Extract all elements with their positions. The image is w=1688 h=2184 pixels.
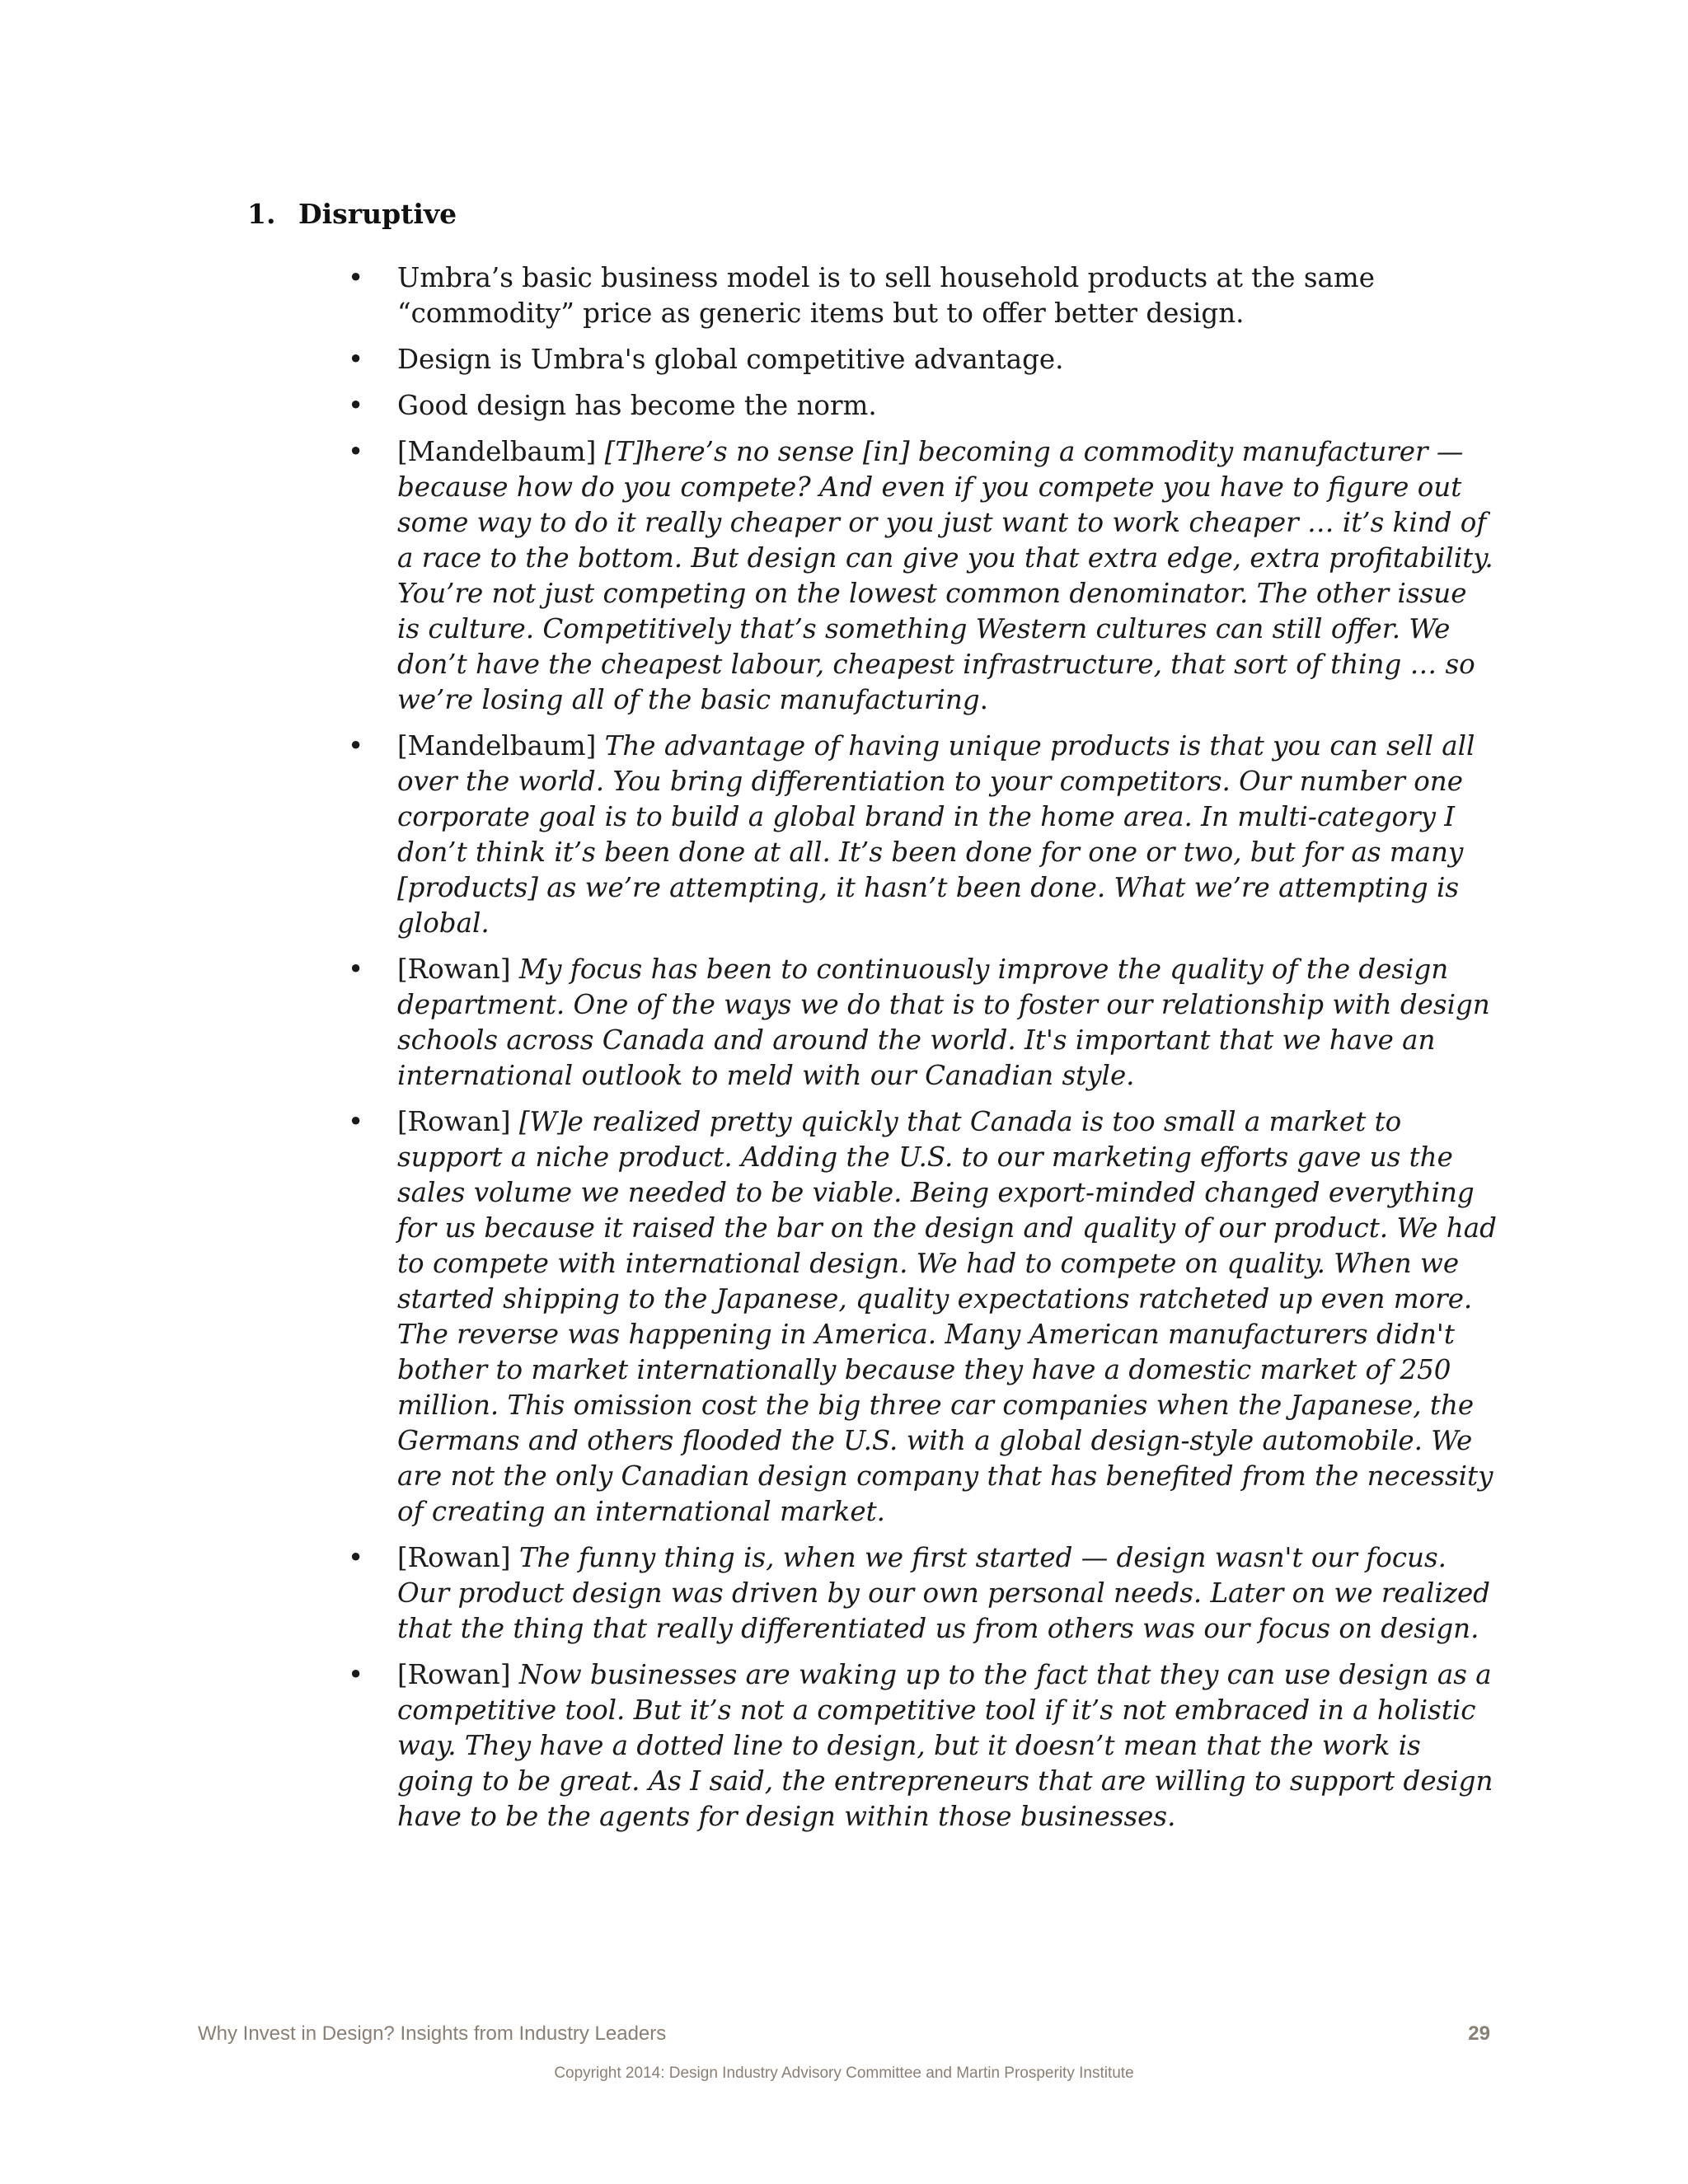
quote-text: Now businesses are waking up to the fact that they can use design as a competitive tool. But it’s not a competitive tool if it’s not embraced in a holistic way. They have a dotted line to design, but it doesn’t mean that the work is going to be great. As I said, the entrepreneurs that are willing to support design have to be the agents for design within those businesses. xyxy=(397,1659,1493,1832)
bullet-text: Umbra’s basic business model is to sell household products at the same “commodity” price as generic items but to offer better design. xyxy=(397,262,1375,329)
page-number: 29 xyxy=(1468,2022,1490,2045)
bullet-marker: • xyxy=(348,344,364,375)
section-number: 1. xyxy=(247,198,276,230)
bullet-marker: • xyxy=(348,436,364,467)
bullet-item xyxy=(343,342,1497,377)
quote-text: My focus has been to continuously improve the quality of the design department. One of the ways we do that is to foster our relationship with design schools across Canada and around the world. It's important that we have an international outlook to meld with our Canadian style. xyxy=(397,954,1490,1091)
quote-item xyxy=(343,1104,1497,1530)
speaker-label: [Rowan] xyxy=(397,1106,519,1137)
quote-item xyxy=(343,729,1497,941)
bullet-marker: • xyxy=(348,1106,364,1137)
quote-item xyxy=(343,1540,1497,1647)
speaker-label: [Mandelbaum] xyxy=(397,436,605,467)
bullet-list xyxy=(343,260,1497,1845)
quote-text: The funny thing is, when we first started — design wasn't our focus. Our product design was driven by our own personal needs. Later on we realized that the thing that really differentiated us from others was our focus on design. xyxy=(397,1542,1490,1644)
bullet-marker: • xyxy=(348,1659,364,1690)
speaker-label: [Rowan] xyxy=(397,1542,519,1573)
quote-text: [W]e realized pretty quickly that Canada is too small a market to support a niche product. Adding the U.S. to our marketing efforts gave us the sales volume we needed to be viable. Being export-minded changed everything for us because it raised the bar on the design and quality of our product. We had to compete with international design. We had to compete on quality. When we started shipping to the Japanese, quality expectations ratcheted up even more. The reverse was happening in America. Many American manufacturers didn't bother to market internationally because they have a domestic market of 250 million. This omission cost the big three car companies when the Japanese, the Germans and others flooded the U.S. with a global design-style automobile. We are not the only Canadian design company that has benefited from the necessity of creating an international market. xyxy=(397,1106,1497,1527)
speaker-label: [Mandelbaum] xyxy=(397,730,605,762)
speaker-label: [Rowan] xyxy=(397,1659,519,1690)
section-heading xyxy=(247,191,457,237)
speaker-label: [Rowan] xyxy=(397,954,519,985)
bullet-marker: • xyxy=(348,954,364,985)
section-title: Disruptive xyxy=(298,198,457,230)
quote-item xyxy=(343,434,1497,718)
quote-item xyxy=(343,1657,1497,1835)
quote-trailing: . xyxy=(979,684,989,715)
bullet-marker: • xyxy=(348,262,364,293)
quote-item xyxy=(343,952,1497,1094)
quote-text: [T]here’s no sense [in] becoming a commodity manufacturer — because how do you compete? And even if you compete you have to figure out some way to do it really cheaper or you just want to work cheaper … it’s kind of a race to the bottom. But design can give you that extra edge, extra profitability. You’re not just competing on the lowest common denominator. The other issue is culture. Competitively that’s something Western cultures can still offer. We don’t have the cheapest labour, cheapest infrastructure, that sort of thing … so we’re losing all of the basic manufacturing xyxy=(397,436,1493,715)
bullet-marker: • xyxy=(348,1542,364,1573)
quote-text: The advantage of having unique products is that you can sell all over the world. You bring differentiation to your competitors. Our number one corporate goal is to build a global brand in the home area. In multi-category I don’t think it’s been done at all. It’s been done for one or two, but for as many [products] as we’re attempting, it hasn’t been done. What we’re attempting is global. xyxy=(397,730,1475,939)
footer-title: Why Invest in Design? Insights from Industry Leaders xyxy=(198,2022,667,2045)
bullet-item xyxy=(343,388,1497,424)
bullet-text: Design is Umbra's global competitive advantage. xyxy=(397,344,1064,375)
bullet-item xyxy=(343,260,1497,331)
bullet-marker: • xyxy=(348,730,364,762)
bullet-marker: • xyxy=(348,390,364,421)
copyright-notice: Copyright 2014: Design Industry Advisory Committee and Martin Prosperity Institute xyxy=(554,2064,1134,2082)
bullet-text: Good design has become the norm. xyxy=(397,390,877,421)
